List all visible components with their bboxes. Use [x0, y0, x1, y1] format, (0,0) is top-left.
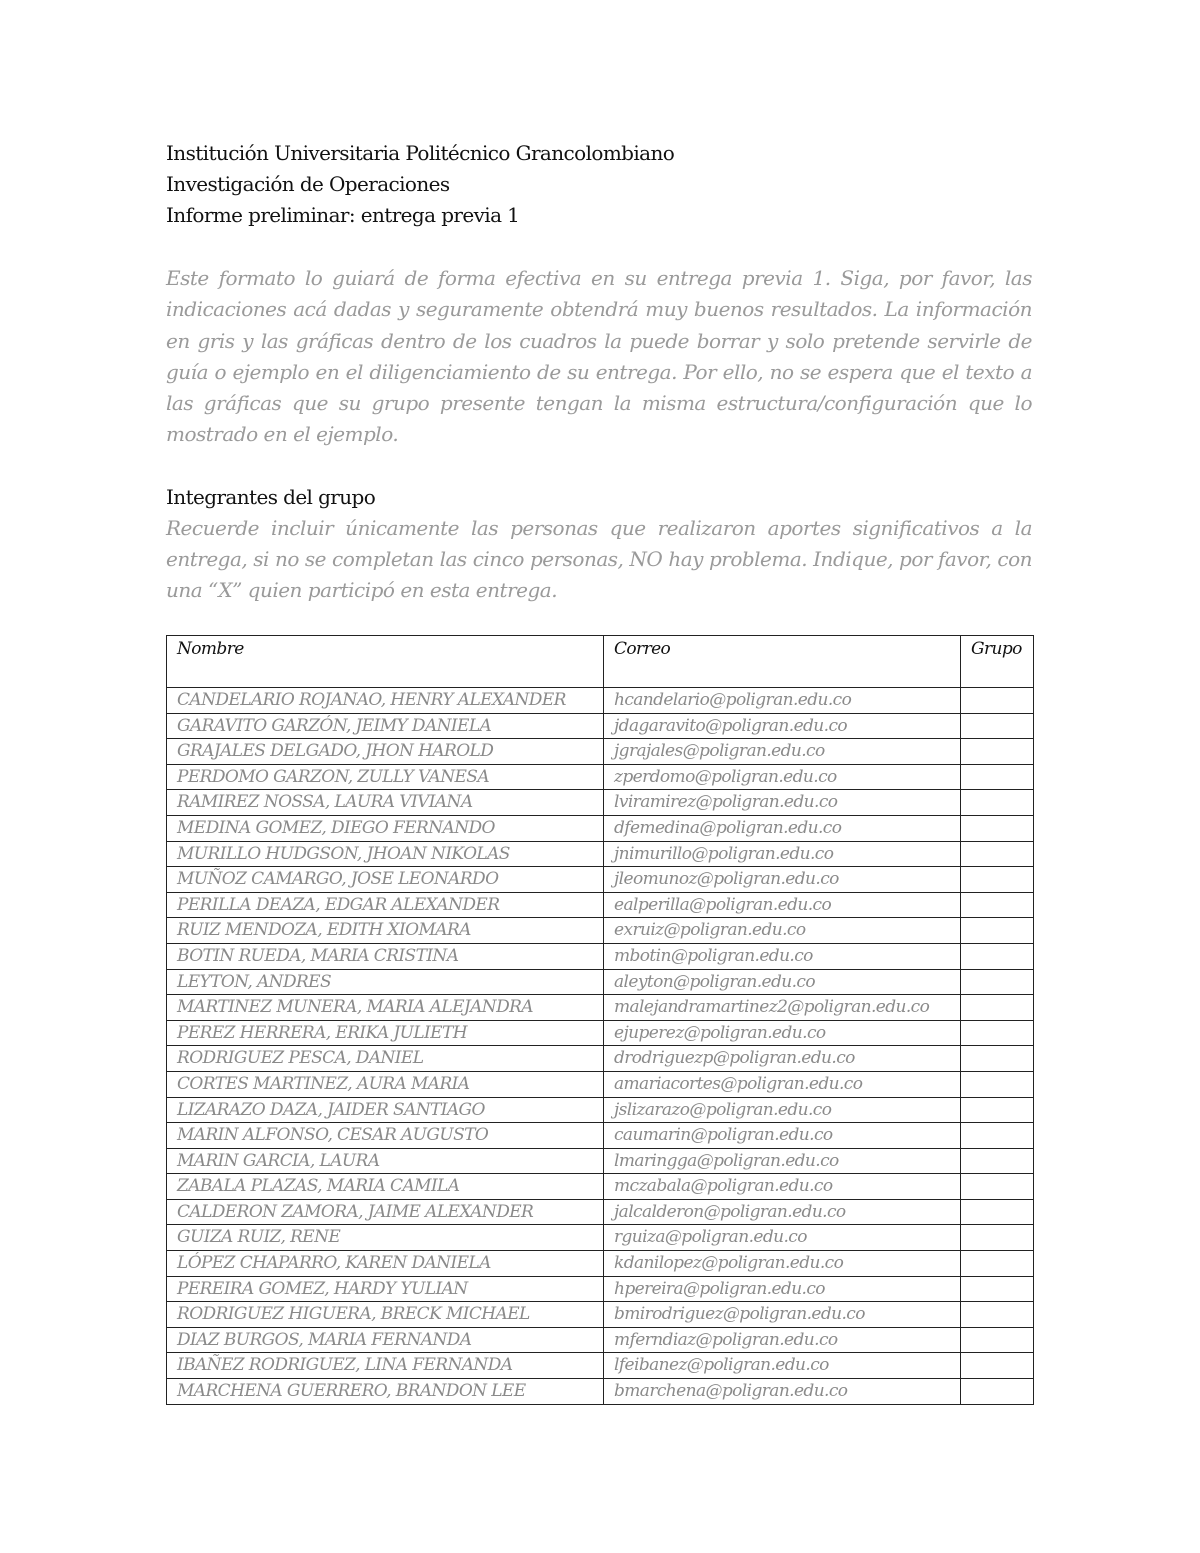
- member-group-cell[interactable]: [961, 1148, 1034, 1174]
- member-group-cell[interactable]: [961, 1225, 1034, 1251]
- member-name-cell: LEYTON, ANDRES: [167, 969, 604, 995]
- member-email-cell: mczabala@poligran.edu.co: [604, 1174, 961, 1200]
- member-name-cell: MARIN GARCIA, LAURA: [167, 1148, 604, 1174]
- table-row: [167, 1148, 1034, 1174]
- table-row: [167, 1225, 1034, 1251]
- table-row: [167, 943, 1034, 969]
- member-group-cell[interactable]: [961, 1020, 1034, 1046]
- member-name-cell: LIZARAZO DAZA, JAIDER SANTIAGO: [167, 1097, 604, 1123]
- member-name-cell: GARAVITO GARZÓN, JEIMY DANIELA: [167, 713, 604, 739]
- member-email-cell: jnimurillo@poligran.edu.co: [604, 841, 961, 867]
- member-name-cell: RODRIGUEZ HIGUERA, BRECK MICHAEL: [167, 1302, 604, 1328]
- member-group-cell[interactable]: [961, 1251, 1034, 1277]
- table-row: [167, 995, 1034, 1021]
- member-name-cell: MEDINA GOMEZ, DIEGO FERNANDO: [167, 815, 604, 841]
- member-group-cell[interactable]: [961, 1302, 1034, 1328]
- members-note: Recuerde incluir únicamente las personas que realizaron aportes significativos a la entrega, si no se completan las cinco personas, NO hay problema. Indique, por favor, con una “X” quien participó en esta entrega.: [166, 515, 1032, 603]
- member-name-cell: PEREIRA GOMEZ, HARDY YULIAN: [167, 1276, 604, 1302]
- member-email-cell: bmirodriguez@poligran.edu.co: [604, 1302, 961, 1328]
- member-name-cell: GRAJALES DELGADO, JHON HAROLD: [167, 739, 604, 765]
- member-name-cell: RAMIREZ NOSSA, LAURA VIVIANA: [167, 790, 604, 816]
- member-group-cell[interactable]: [961, 1097, 1034, 1123]
- member-group-cell[interactable]: [961, 943, 1034, 969]
- member-group-cell[interactable]: [961, 969, 1034, 995]
- member-email-cell: mferndiaz@poligran.edu.co: [604, 1327, 961, 1353]
- member-email-cell: zperdomo@poligran.edu.co: [604, 764, 961, 790]
- table-row: [167, 918, 1034, 944]
- member-group-cell[interactable]: [961, 918, 1034, 944]
- members-table-body: [167, 688, 1034, 1405]
- member-name-cell: CANDELARIO ROJANAO, HENRY ALEXANDER: [167, 688, 604, 714]
- instructions-paragraph: Este formato lo guiará de forma efectiva en su entrega previa 1. Siga, por favor, las indicaciones acá dadas y seguramente obtendrá muy buenos resultados. La información en gris y las gráficas dentro de los cuadros la puede borrar y solo pretende servirle de guía o ejemplo en el diligenciamiento de su entrega. Por ello, no se espera que el texto a las gráficas que su grupo presente tengan la misma estructura/configuración que lo mostrado en el ejemplo.: [166, 266, 1032, 447]
- table-row: [167, 1123, 1034, 1149]
- member-email-cell: jdagaravito@poligran.edu.co: [604, 713, 961, 739]
- member-email-cell: mbotin@poligran.edu.co: [604, 943, 961, 969]
- member-group-cell[interactable]: [961, 764, 1034, 790]
- member-email-cell: jslizarazo@poligran.edu.co: [604, 1097, 961, 1123]
- member-email-cell: caumarin@poligran.edu.co: [604, 1123, 961, 1149]
- table-row: [167, 1302, 1034, 1328]
- institution-name: Institución Universitaria Politécnico Grancolombiano: [166, 141, 675, 165]
- members-table: [166, 635, 1034, 1405]
- member-name-cell: CALDERON ZAMORA, JAIME ALEXANDER: [167, 1199, 604, 1225]
- member-group-cell[interactable]: [961, 841, 1034, 867]
- table-row: [167, 892, 1034, 918]
- member-name-cell: PERILLA DEAZA, EDGAR ALEXANDER: [167, 892, 604, 918]
- member-group-cell[interactable]: [961, 1071, 1034, 1097]
- table-row: [167, 1046, 1034, 1072]
- member-group-cell[interactable]: [961, 995, 1034, 1021]
- member-group-cell[interactable]: [961, 1123, 1034, 1149]
- member-group-cell[interactable]: [961, 892, 1034, 918]
- table-row: [167, 1353, 1034, 1379]
- table-row: [167, 790, 1034, 816]
- member-email-cell: hcandelario@poligran.edu.co: [604, 688, 961, 714]
- member-group-cell[interactable]: [961, 1046, 1034, 1072]
- report-title: Informe preliminar: entrega previa 1: [166, 203, 520, 227]
- member-email-cell: ealperilla@poligran.edu.co: [604, 892, 961, 918]
- member-group-cell[interactable]: [961, 1199, 1034, 1225]
- member-name-cell: CORTES MARTINEZ, AURA MARIA: [167, 1071, 604, 1097]
- table-row: [167, 867, 1034, 893]
- member-group-cell[interactable]: [961, 688, 1034, 714]
- member-name-cell: MURILLO HUDGSON, JHOAN NIKOLAS: [167, 841, 604, 867]
- table-row: [167, 739, 1034, 765]
- member-name-cell: BOTIN RUEDA, MARIA CRISTINA: [167, 943, 604, 969]
- member-name-cell: ZABALA PLAZAS, MARIA CAMILA: [167, 1174, 604, 1200]
- table-row: [167, 1379, 1034, 1405]
- member-email-cell: bmarchena@poligran.edu.co: [604, 1379, 961, 1405]
- member-email-cell: exruiz@poligran.edu.co: [604, 918, 961, 944]
- member-group-cell[interactable]: [961, 815, 1034, 841]
- member-name-cell: MARIN ALFONSO, CESAR AUGUSTO: [167, 1123, 604, 1149]
- member-group-cell[interactable]: [961, 1327, 1034, 1353]
- member-email-cell: aleyton@poligran.edu.co: [604, 969, 961, 995]
- table-row: [167, 1251, 1034, 1277]
- table-header-row: [167, 636, 1034, 688]
- table-row: [167, 969, 1034, 995]
- table-row: [167, 815, 1034, 841]
- member-name-cell: RUIZ MENDOZA, EDITH XIOMARA: [167, 918, 604, 944]
- member-name-cell: MUÑOZ CAMARGO, JOSE LEONARDO: [167, 867, 604, 893]
- member-email-cell: amariacortes@poligran.edu.co: [604, 1071, 961, 1097]
- table-row: [167, 841, 1034, 867]
- member-name-cell: LÓPEZ CHAPARRO, KAREN DANIELA: [167, 1251, 604, 1277]
- member-group-cell[interactable]: [961, 867, 1034, 893]
- member-name-cell: MARTINEZ MUNERA, MARIA ALEJANDRA: [167, 995, 604, 1021]
- document-page: [166, 138, 1032, 607]
- member-name-cell: GUIZA RUIZ, RENE: [167, 1225, 604, 1251]
- member-email-cell: lmaringga@poligran.edu.co: [604, 1148, 961, 1174]
- member-group-cell[interactable]: [961, 739, 1034, 765]
- member-email-cell: ejuperez@poligran.edu.co: [604, 1020, 961, 1046]
- column-header-email: Correo: [604, 636, 961, 688]
- table-row: [167, 1174, 1034, 1200]
- member-name-cell: DIAZ BURGOS, MARIA FERNANDA: [167, 1327, 604, 1353]
- member-group-cell[interactable]: [961, 1276, 1034, 1302]
- member-email-cell: lviramirez@poligran.edu.co: [604, 790, 961, 816]
- member-email-cell: kdanilopez@poligran.edu.co: [604, 1251, 961, 1277]
- member-group-cell[interactable]: [961, 1174, 1034, 1200]
- member-name-cell: RODRIGUEZ PESCA, DANIEL: [167, 1046, 604, 1072]
- member-email-cell: jleomunoz@poligran.edu.co: [604, 867, 961, 893]
- table-row: [167, 1199, 1034, 1225]
- table-row: [167, 713, 1034, 739]
- member-email-cell: lfeibanez@poligran.edu.co: [604, 1353, 961, 1379]
- course-name: Investigación de Operaciones: [166, 172, 450, 196]
- member-group-cell[interactable]: [961, 1353, 1034, 1379]
- member-group-cell[interactable]: [961, 713, 1034, 739]
- member-email-cell: jgrajales@poligran.edu.co: [604, 739, 961, 765]
- member-email-cell: jalcalderon@poligran.edu.co: [604, 1199, 961, 1225]
- column-header-group: Grupo: [961, 636, 1034, 688]
- member-email-cell: dfemedina@poligran.edu.co: [604, 815, 961, 841]
- table-row: [167, 1097, 1034, 1123]
- table-row: [167, 1327, 1034, 1353]
- member-email-cell: hpereira@poligran.edu.co: [604, 1276, 961, 1302]
- column-header-name: Nombre: [167, 636, 604, 688]
- member-group-cell[interactable]: [961, 790, 1034, 816]
- member-email-cell: rguiza@poligran.edu.co: [604, 1225, 961, 1251]
- table-row: [167, 1020, 1034, 1046]
- member-name-cell: IBAÑEZ RODRIGUEZ, LINA FERNANDA: [167, 1353, 604, 1379]
- member-email-cell: malejandramartinez2@poligran.edu.co: [604, 995, 961, 1021]
- member-group-cell[interactable]: [961, 1379, 1034, 1405]
- members-section-title: Integrantes del grupo: [166, 484, 376, 509]
- member-name-cell: PEREZ HERRERA, ERIKA JULIETH: [167, 1020, 604, 1046]
- member-name-cell: MARCHENA GUERRERO, BRANDON LEE: [167, 1379, 604, 1405]
- table-row: [167, 688, 1034, 714]
- table-row: [167, 764, 1034, 790]
- member-email-cell: drodriguezp@poligran.edu.co: [604, 1046, 961, 1072]
- table-row: [167, 1071, 1034, 1097]
- member-name-cell: PERDOMO GARZON, ZULLY VANESA: [167, 764, 604, 790]
- table-row: [167, 1276, 1034, 1302]
